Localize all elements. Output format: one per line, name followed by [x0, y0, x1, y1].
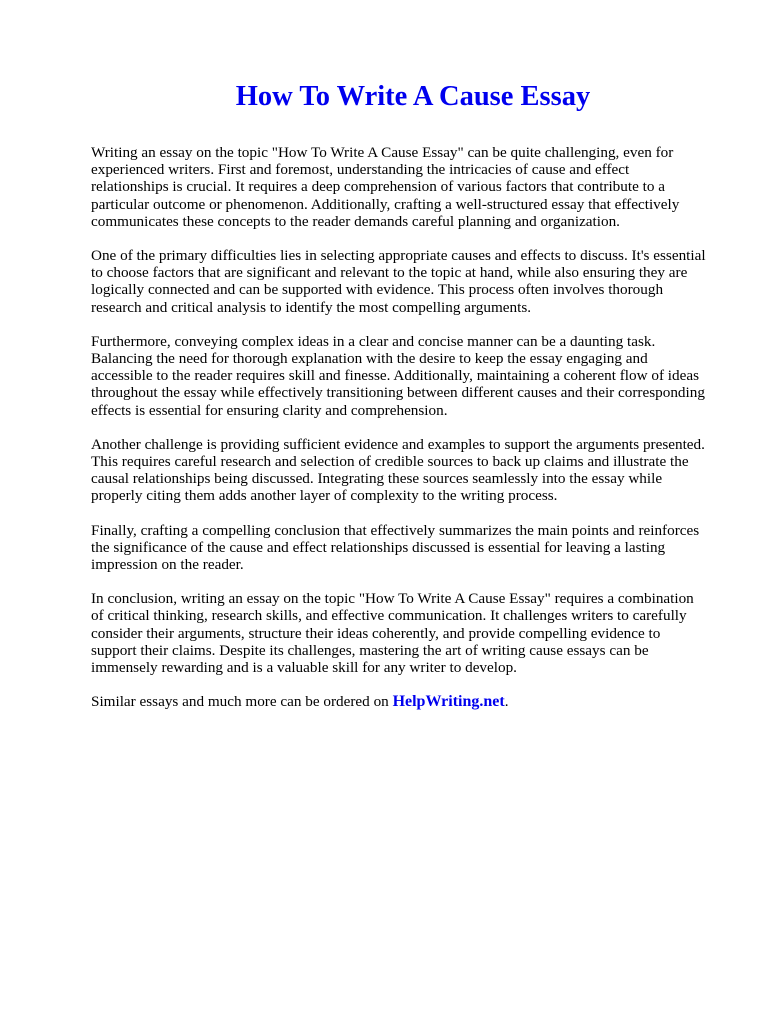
paragraph-line: causal relationships being discussed. Integrating these sources seamlessly into the essay while	[91, 470, 663, 488]
paragraph-line: This requires careful research and selection of credible sources to back up claims and illustrate the	[91, 453, 689, 471]
paragraph-line: Finally, crafting a compelling conclusion that effectively summarizes the main points and reinforces	[91, 521, 700, 539]
footer-suffix: .	[504, 693, 509, 711]
paragraph-line: particular outcome or phenomenon. Additionally, crafting a well-structured essay that effectively	[91, 195, 680, 213]
paragraph	[91, 436, 731, 505]
paragraph-list	[91, 144, 731, 676]
paragraph-line: support their claims. Despite its challenges, mastering the art of writing cause essays can be	[91, 641, 649, 659]
helpwriting-link[interactable]: HelpWriting.net	[392, 693, 505, 711]
paragraph-line: In conclusion, writing an essay on the topic "How To Write A Cause Essay" requires a combination	[91, 590, 694, 608]
paragraph-line: communicates these concepts to the reader demands careful planning and organization.	[91, 212, 620, 230]
paragraph-line: research and critical analysis to identify the most compelling arguments.	[91, 298, 532, 316]
paragraph-line: throughout the essay while effectively transitioning between different causes and their corresponding	[91, 384, 705, 402]
paragraph-line: properly citing them adds another layer of complexity to the writing process.	[91, 487, 558, 505]
document-body	[91, 144, 731, 710]
paragraph-line: of critical thinking, research skills, and effective communication. It challenges writers to carefully	[91, 607, 687, 625]
paragraph	[91, 333, 731, 419]
paragraph	[91, 144, 731, 230]
paragraph-line: accessible to the reader requires skill and finesse. Additionally, maintaining a coherent flow of ideas	[91, 367, 700, 385]
footer-note	[91, 693, 731, 710]
paragraph-line: experienced writers. First and foremost, understanding the intricacies of cause and effect	[91, 161, 630, 179]
paragraph-line: the significance of the cause and effect relationships discussed is essential for leaving a lasting	[91, 538, 666, 556]
paragraph	[91, 522, 731, 574]
paragraph-line: relationships is crucial. It requires a deep comprehension of various factors that contribute to a	[91, 178, 665, 196]
paragraph	[91, 247, 731, 316]
paragraph-line: impression on the reader.	[91, 556, 244, 574]
paragraph-line: logically connected and can be supported with evidence. This process often involves thorough	[91, 281, 664, 299]
paragraph	[91, 590, 731, 676]
footer-prefix: Similar essays and much more can be ordered on	[91, 693, 393, 711]
paragraph-line: Writing an essay on the topic "How To Write A Cause Essay" can be quite challenging, even for	[91, 144, 674, 161]
paragraph-line: consider their arguments, structure their ideas coherently, and provide compelling evidence to	[91, 624, 661, 642]
paragraph-line: effects is essential for ensuring clarity and comprehension.	[91, 401, 448, 419]
paragraph-line: to choose factors that are significant and relevant to the topic at hand, while also ensuring they are	[91, 264, 688, 282]
paragraph-line: immensely rewarding and is a valuable skill for any writer to develop.	[91, 659, 517, 677]
paragraph-line: Furthermore, conveying complex ideas in a clear and concise manner can be a daunting task.	[91, 332, 656, 350]
page-title: How To Write A Cause Essay	[235, 81, 591, 112]
paragraph-line: Balancing the need for thorough explanation with the desire to keep the essay engaging and	[91, 350, 648, 368]
paragraph-line: Another challenge is providing sufficient evidence and examples to support the arguments presented.	[91, 435, 705, 453]
paragraph-line: One of the primary difficulties lies in selecting appropriate causes and effects to discuss. It's essential	[91, 247, 706, 265]
